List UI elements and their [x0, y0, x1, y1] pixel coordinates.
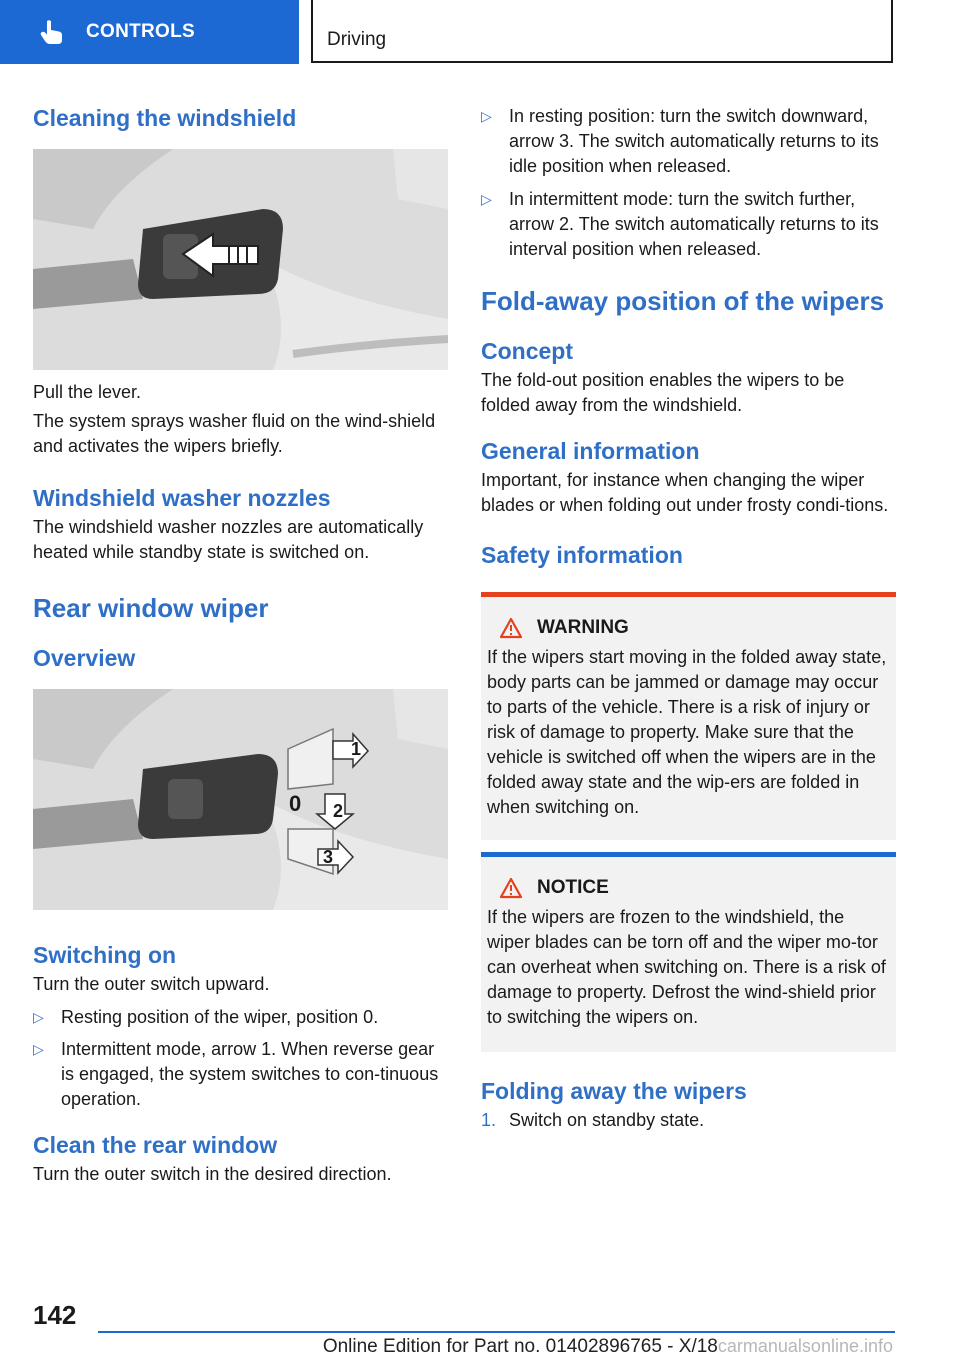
figure-label-arrow-2: 2 — [333, 801, 344, 821]
section-tab — [0, 0, 299, 64]
triangle-bullet-icon: ▷ — [33, 1041, 44, 1057]
heading-general-information: General information — [481, 438, 700, 464]
text-general-information: Important, for instance when changing the wiper blades or when folding out under frosty condi‐tions. — [481, 470, 889, 515]
page-number: 142 — [33, 1300, 77, 1330]
list-item: ▷ Resting position of the wiper, position 0. — [33, 1005, 448, 1030]
triangle-bullet-icon: ▷ — [481, 191, 492, 207]
right-column — [481, 104, 896, 1133]
figure-label-position-0: 0 — [289, 791, 302, 816]
text-sprays-fluid: The system sprays washer fluid on the wind‐shield and activates the wipers briefly. — [33, 411, 436, 456]
heading-overview: Overview — [33, 645, 136, 671]
notice-box — [481, 852, 896, 1052]
text-switching-on: Turn the outer switch upward. — [33, 974, 270, 994]
chapter-header: Driving — [311, 0, 893, 63]
folding-steps-list — [481, 1108, 896, 1133]
figure-rear-wiper-switch — [33, 689, 448, 910]
notice-title: NOTICE — [537, 877, 609, 898]
left-column — [33, 100, 448, 1187]
edition-text: Online Edition for Part no. 01402896765 - X/18 — [322, 1336, 718, 1357]
section-label: CONTROLS — [86, 21, 196, 42]
triangle-bullet-icon: ▷ — [33, 1009, 44, 1025]
heading-switching-on: Switching on — [33, 942, 177, 968]
warning-triangle-icon — [499, 617, 523, 639]
warning-header — [487, 617, 890, 639]
heading-cleaning-windshield: Cleaning the windshield — [33, 105, 297, 131]
list-item: 1. Switch on standby state. — [481, 1110, 705, 1130]
heading-concept: Concept — [481, 338, 573, 364]
text-concept: The fold-out position enables the wipers to be folded away from the windshield. — [481, 370, 845, 415]
heading-safety-information: Safety information — [481, 542, 683, 568]
warning-title: WARNING — [537, 617, 629, 638]
clean-rear-list — [481, 104, 896, 262]
figure-label-arrow-3: 3 — [323, 847, 334, 867]
heading-washer-nozzles: Windshield washer nozzles — [33, 485, 331, 511]
list-item: ▷ In resting position: turn the switch downward, arrow 3. The switch automatically returns to its idle position when released. — [481, 106, 879, 176]
triangle-bullet-icon: ▷ — [481, 108, 492, 124]
figure-label-arrow-1: 1 — [351, 739, 362, 759]
hand-pointer-icon — [38, 18, 66, 46]
text-pull-lever: Pull the lever. — [33, 382, 142, 402]
text-clean-rear-window: Turn the outer switch in the desired direction. — [33, 1164, 392, 1184]
list-item: ▷ In intermittent mode: turn the switch further, arrow 2. The switch automatically returns to its interval position when released. — [481, 189, 879, 259]
switching-on-list — [33, 1005, 448, 1112]
heading-fold-away-position: Fold-away position of the wipers — [481, 286, 885, 316]
footer-edition — [0, 1336, 893, 1358]
list-item: ▷ Intermittent mode, arrow 1. When reverse gear is engaged, the system switches to con‐tinuous operation. — [33, 1039, 439, 1109]
footer-divider — [98, 1331, 895, 1333]
notice-text: If the wipers are frozen to the windshield, the wiper blades can be torn off and the wiper mo‐tor can overheat when switching on. There is a risk of damage to property. Defrost the wind‐shield prior to switching the wipers on. — [487, 907, 886, 1027]
text-washer-nozzles: The windshield washer nozzles are automatically heated while standby state is switched on. — [33, 517, 424, 562]
notice-triangle-icon — [499, 877, 523, 899]
warning-text: If the wipers start moving in the folded away state, body parts can be jammed or damage may occur to parts of the vehicle. There is a risk of injury or risk of damage to property. Make sure that the vehicle is switched off when the wipers are in the folded away state and the wip‐ers are folded in when switching on. — [487, 647, 887, 817]
figure-windshield-lever — [33, 149, 448, 370]
heading-rear-window-wiper: Rear window wiper — [33, 593, 269, 623]
heading-clean-rear-window: Clean the rear window — [33, 1132, 278, 1158]
warning-box — [481, 592, 896, 840]
notice-header — [487, 877, 890, 899]
watermark-text: carmanualsonline.info — [717, 1336, 893, 1356]
heading-folding-away-wipers: Folding away the wipers — [481, 1078, 747, 1104]
